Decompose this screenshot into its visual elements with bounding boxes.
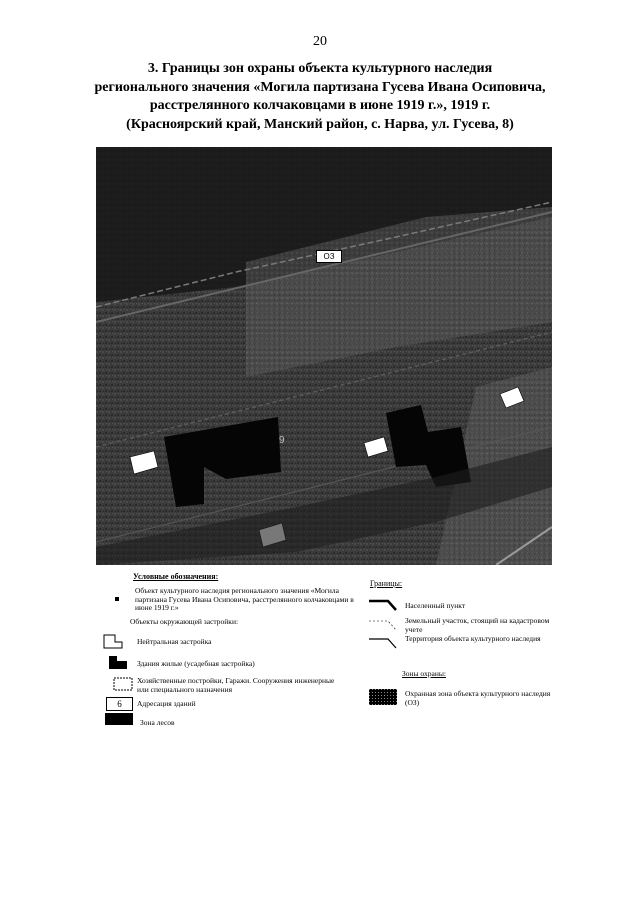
protection-heading: Зоны охраны:	[402, 669, 446, 678]
legend-addressing-text: Адресация зданий	[137, 699, 196, 708]
zone-label: ОЗ	[316, 250, 342, 263]
outbuilding-icon	[113, 677, 133, 691]
address-sample-box: 6	[106, 697, 133, 711]
forest-zone-icon	[105, 713, 133, 725]
legend-settlement-text: Населенный пункт	[405, 601, 466, 610]
legend-heritage-territory-text: Территория объекта культурного наследия	[405, 634, 541, 643]
heritage-object-icon	[115, 597, 119, 601]
legend-protection-zone-text: Охранная зона объекта культурного наследия (ОЗ)	[405, 689, 551, 707]
cadastral-border-icon	[368, 618, 398, 632]
address-label: 9	[279, 435, 285, 446]
map-view	[96, 147, 552, 565]
legend-neutral-text: Нейтральная застройка	[137, 637, 212, 646]
page-number: 20	[313, 34, 327, 49]
legend-heading: Условные обозначения:	[133, 572, 219, 581]
surroundings-heading: Объекты окружающей застройки:	[130, 617, 239, 626]
legend-residential-text: Здания жилые (усадебная застройка)	[137, 659, 255, 668]
neutral-building-icon	[103, 634, 123, 649]
residential-building-icon	[108, 655, 128, 670]
settlement-border-icon	[368, 598, 398, 612]
map-svg	[96, 147, 552, 565]
title-line-1: 3. Границы зон охраны объекта культурного наследия	[147, 61, 493, 76]
legend-forest-text: Зона лесов	[140, 718, 175, 727]
title-line-2: регионального значения «Могила партизана Гусева Ивана Осиповича,	[94, 79, 546, 95]
borders-heading: Границы:	[370, 579, 403, 588]
legend-outbuildings-text: Хозяйственные постройки, Гаражи. Сооружения инженерные или специального назначения	[137, 676, 335, 694]
title-line-3: расстрелянного колчаковцами в июне 1919 г.», 1919 г.	[149, 98, 491, 113]
protection-zone-icon	[368, 688, 398, 706]
title-line-4: (Красноярский край, Манский район, с. Нарва, ул. Гусева, 8)	[126, 116, 514, 132]
legend-cadastral-text: Земельный участок, стоящий на кадастровом учете	[405, 616, 550, 634]
legend-object-text: Объект культурного наследия регионального значения «Могила партизана Гусева Ивана Осиповича, расстрелянного колчаковцами в июне 1919 г.»	[135, 586, 354, 612]
page-title	[60, 60, 580, 134]
heritage-territory-border-icon	[368, 636, 398, 650]
